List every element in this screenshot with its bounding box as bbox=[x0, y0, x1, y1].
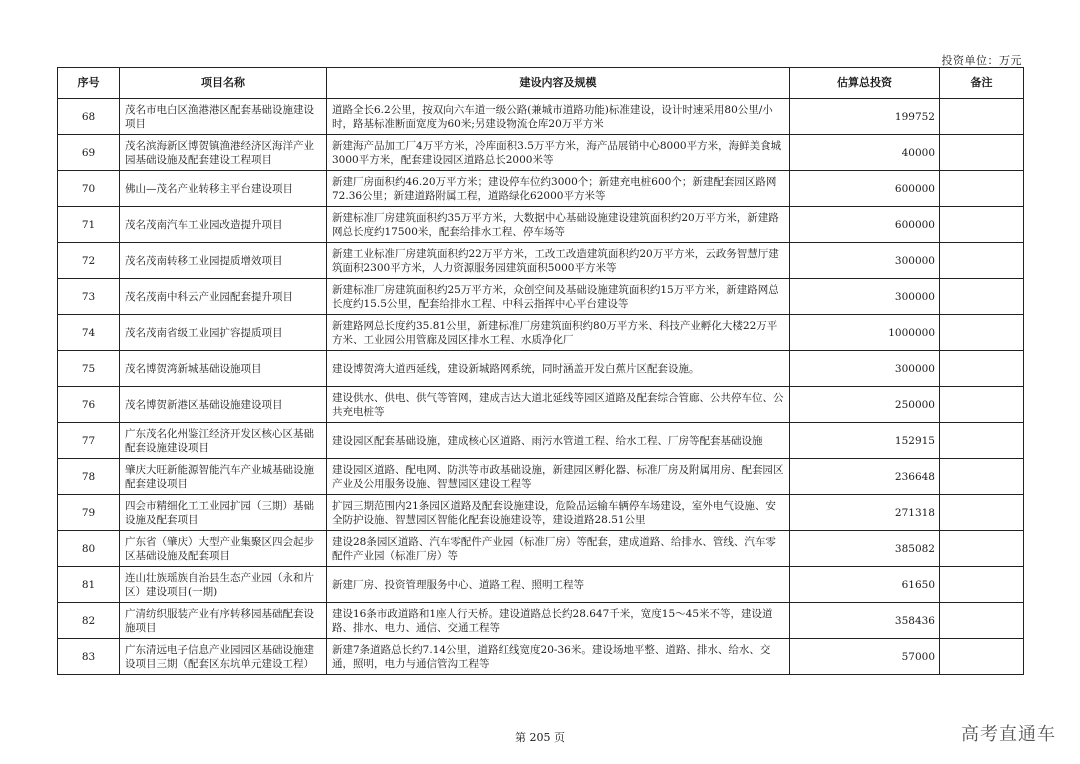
header-remark: 备注 bbox=[940, 68, 1024, 99]
row-project-name: 广东省（肇庆）大型产业集聚区四会起步区基础设施及配套项目 bbox=[120, 531, 327, 567]
row-remark bbox=[940, 423, 1024, 459]
row-seq: 76 bbox=[58, 387, 120, 423]
row-content: 扩园三期范围内21条园区道路及配套设施建设，危险品运输车辆停车场建设，室外电气设施、安全防护设施、智慧园区智能化配套设施建设等，建设道路28.51公里 bbox=[327, 495, 790, 531]
row-seq: 75 bbox=[58, 351, 120, 387]
row-project-name: 茂名博贺新港区基础设施建设项目 bbox=[120, 387, 327, 423]
row-investment: 250000 bbox=[790, 387, 940, 423]
row-seq: 81 bbox=[58, 567, 120, 603]
row-seq: 77 bbox=[58, 423, 120, 459]
row-remark bbox=[940, 567, 1024, 603]
table-row bbox=[58, 279, 1024, 315]
row-project-name: 茂名茂南汽车工业园改造提升项目 bbox=[120, 207, 327, 243]
table-row bbox=[58, 603, 1024, 639]
row-project-name: 茂名茂南转移工业园提质增效项目 bbox=[120, 243, 327, 279]
row-content: 建设16条市政道路和1座人行天桥。建设道路总长约28.647千米，宽度15～45米不等，建设道路、排水、电力、通信、交通工程等 bbox=[327, 603, 790, 639]
row-project-name: 茂名市电白区渔港港区配套基础设施建设项目 bbox=[120, 99, 327, 135]
row-remark bbox=[940, 387, 1024, 423]
row-remark bbox=[940, 99, 1024, 135]
row-content: 建设园区配套基础设施，建成核心区道路、雨污水管道工程、给水工程、厂房等配套基础设施 bbox=[327, 423, 790, 459]
row-investment: 271318 bbox=[790, 495, 940, 531]
table-row bbox=[58, 459, 1024, 495]
row-seq: 73 bbox=[58, 279, 120, 315]
row-content: 建设园区道路、配电网、防洪等市政基础设施，新建园区孵化器、标准厂房及附属用房、配套园区产业及公用服务设施、智慧园区建设工程等 bbox=[327, 459, 790, 495]
row-content: 新建7条道路总长约7.14公里，道路红线宽度20-36米。建设场地平整、道路、排水、给水、交通，照明，电力与通信管沟工程等 bbox=[327, 639, 790, 675]
table-row bbox=[58, 423, 1024, 459]
table-row bbox=[58, 171, 1024, 207]
row-remark bbox=[940, 639, 1024, 675]
row-content: 新建标准厂房建筑面积约25万平方米，众创空间及基础设施建筑面积约15万平方米，新建路网总长度约15.5公里，配套给排水工程、中科云指挥中心平台建设等 bbox=[327, 279, 790, 315]
row-project-name: 广清纺织服装产业有序转移园基础配套设施项目 bbox=[120, 603, 327, 639]
investment-unit-note: 投资单位：万元 bbox=[941, 54, 1022, 67]
table-row bbox=[58, 207, 1024, 243]
table-row bbox=[58, 495, 1024, 531]
row-investment: 600000 bbox=[790, 207, 940, 243]
row-remark bbox=[940, 135, 1024, 171]
row-seq: 78 bbox=[58, 459, 120, 495]
row-remark bbox=[940, 495, 1024, 531]
row-investment: 358436 bbox=[790, 603, 940, 639]
row-project-name: 茂名茂南中科云产业园配套提升项目 bbox=[120, 279, 327, 315]
row-seq: 70 bbox=[58, 171, 120, 207]
row-content: 新建海产品加工厂4万平方米，冷库面积3.5万平方米，海产品展销中心8000平方米，海鲜美食城3000平方米，配套建设园区道路总长2000米等 bbox=[327, 135, 790, 171]
row-remark bbox=[940, 351, 1024, 387]
row-project-name: 广东茂名化州鉴江经济开发区核心区基础配套设施建设项目 bbox=[120, 423, 327, 459]
row-investment: 385082 bbox=[790, 531, 940, 567]
row-investment: 600000 bbox=[790, 171, 940, 207]
row-remark bbox=[940, 279, 1024, 315]
row-seq: 74 bbox=[58, 315, 120, 351]
row-investment: 40000 bbox=[790, 135, 940, 171]
row-investment: 1000000 bbox=[790, 315, 940, 351]
table-row bbox=[58, 243, 1024, 279]
row-content: 建设28条园区道路、汽车零配件产业园（标准厂房）等配套，建成道路、给排水、管线、汽车零配件产业园（标准厂房）等 bbox=[327, 531, 790, 567]
row-investment: 152915 bbox=[790, 423, 940, 459]
row-content: 道路全长6.2公里，按双向六车道一级公路(兼城市道路功能)标准建设，设计时速采用80公里/小时，路基标准断面宽度为60米;另建设物流仓库20万平方米 bbox=[327, 99, 790, 135]
row-investment: 300000 bbox=[790, 243, 940, 279]
row-investment: 300000 bbox=[790, 279, 940, 315]
row-seq: 79 bbox=[58, 495, 120, 531]
row-project-name: 连山壮族瑶族自治县生态产业园（永和片区）建设项目(一期) bbox=[120, 567, 327, 603]
row-investment: 236648 bbox=[790, 459, 940, 495]
row-seq: 68 bbox=[58, 99, 120, 135]
row-project-name: 佛山—茂名产业转移主平台建设项目 bbox=[120, 171, 327, 207]
header-seq: 序号 bbox=[58, 68, 120, 99]
row-project-name: 广东清远电子信息产业园园区基础设施建设项目三期（配套区东坑单元建设工程） bbox=[120, 639, 327, 675]
table-row bbox=[58, 315, 1024, 351]
row-investment: 57000 bbox=[790, 639, 940, 675]
watermark: 高考直通车 bbox=[961, 724, 1056, 745]
row-remark bbox=[940, 207, 1024, 243]
row-project-name: 肇庆大旺新能源智能汽车产业城基础设施配套建设项目 bbox=[120, 459, 327, 495]
table-row bbox=[58, 639, 1024, 675]
row-remark bbox=[940, 171, 1024, 207]
page-number: 第 205 页 bbox=[515, 731, 565, 744]
table-row bbox=[58, 135, 1024, 171]
row-seq: 83 bbox=[58, 639, 120, 675]
row-content: 新建厂房面积约46.20万平方米；建设停车位约3000个；新建充电桩600个；新建配套园区路网72.36公里；新建道路附属工程，道路绿化62000平方米等 bbox=[327, 171, 790, 207]
table-row bbox=[58, 531, 1024, 567]
table-header-row bbox=[58, 68, 1024, 99]
row-content: 新建工业标准厂房建筑面积约22万平方米，工改工改造建筑面积约20万平方米，云政务智慧厅建筑面积2300平方米，人力资源服务园建筑面积5000平方米等 bbox=[327, 243, 790, 279]
row-seq: 71 bbox=[58, 207, 120, 243]
row-content: 新建路网总长度约35.81公里，新建标准厂房建筑面积约80万平方米、科技产业孵化大楼22万平方米、工业园公用管廊及园区排水工程、水质净化厂 bbox=[327, 315, 790, 351]
header-content: 建设内容及规模 bbox=[327, 68, 790, 99]
row-project-name: 茂名博贺湾新城基础设施项目 bbox=[120, 351, 327, 387]
row-content: 建设博贺湾大道西延线，建设新城路网系统，同时涵盖开发白蕉片区配套设施。 bbox=[327, 351, 790, 387]
row-remark bbox=[940, 603, 1024, 639]
project-table bbox=[57, 67, 1024, 675]
header-investment: 估算总投资 bbox=[790, 68, 940, 99]
row-project-name: 四会市精细化工工业园扩园（三期）基础设施及配套项目 bbox=[120, 495, 327, 531]
row-project-name: 茂名滨海新区博贺镇渔港经济区海洋产业园基础设施及配套建设工程项目 bbox=[120, 135, 327, 171]
row-content: 新建标准厂房建筑面积约35万平方米，大数据中心基础设施建设建筑面积约20万平方米，新建路网总长度约17500米，配套给排水工程、停车场等 bbox=[327, 207, 790, 243]
row-seq: 69 bbox=[58, 135, 120, 171]
row-content: 建设供水、供电、供气等管网，建成吉达大道北延线等园区道路及配套综合管廊、公共停车位、公共充电桩等 bbox=[327, 387, 790, 423]
row-investment: 61650 bbox=[790, 567, 940, 603]
row-project-name: 茂名茂南省级工业园扩容提质项目 bbox=[120, 315, 327, 351]
header-name: 项目名称 bbox=[120, 68, 327, 99]
row-remark bbox=[940, 531, 1024, 567]
row-seq: 82 bbox=[58, 603, 120, 639]
row-seq: 72 bbox=[58, 243, 120, 279]
row-remark bbox=[940, 459, 1024, 495]
table-row bbox=[58, 99, 1024, 135]
row-content: 新建厂房、投资管理服务中心、道路工程、照明工程等 bbox=[327, 567, 790, 603]
row-investment: 199752 bbox=[790, 99, 940, 135]
table-row bbox=[58, 567, 1024, 603]
table-row bbox=[58, 387, 1024, 423]
table-row bbox=[58, 351, 1024, 387]
row-investment: 300000 bbox=[790, 351, 940, 387]
row-seq: 80 bbox=[58, 531, 120, 567]
row-remark bbox=[940, 243, 1024, 279]
row-remark bbox=[940, 315, 1024, 351]
